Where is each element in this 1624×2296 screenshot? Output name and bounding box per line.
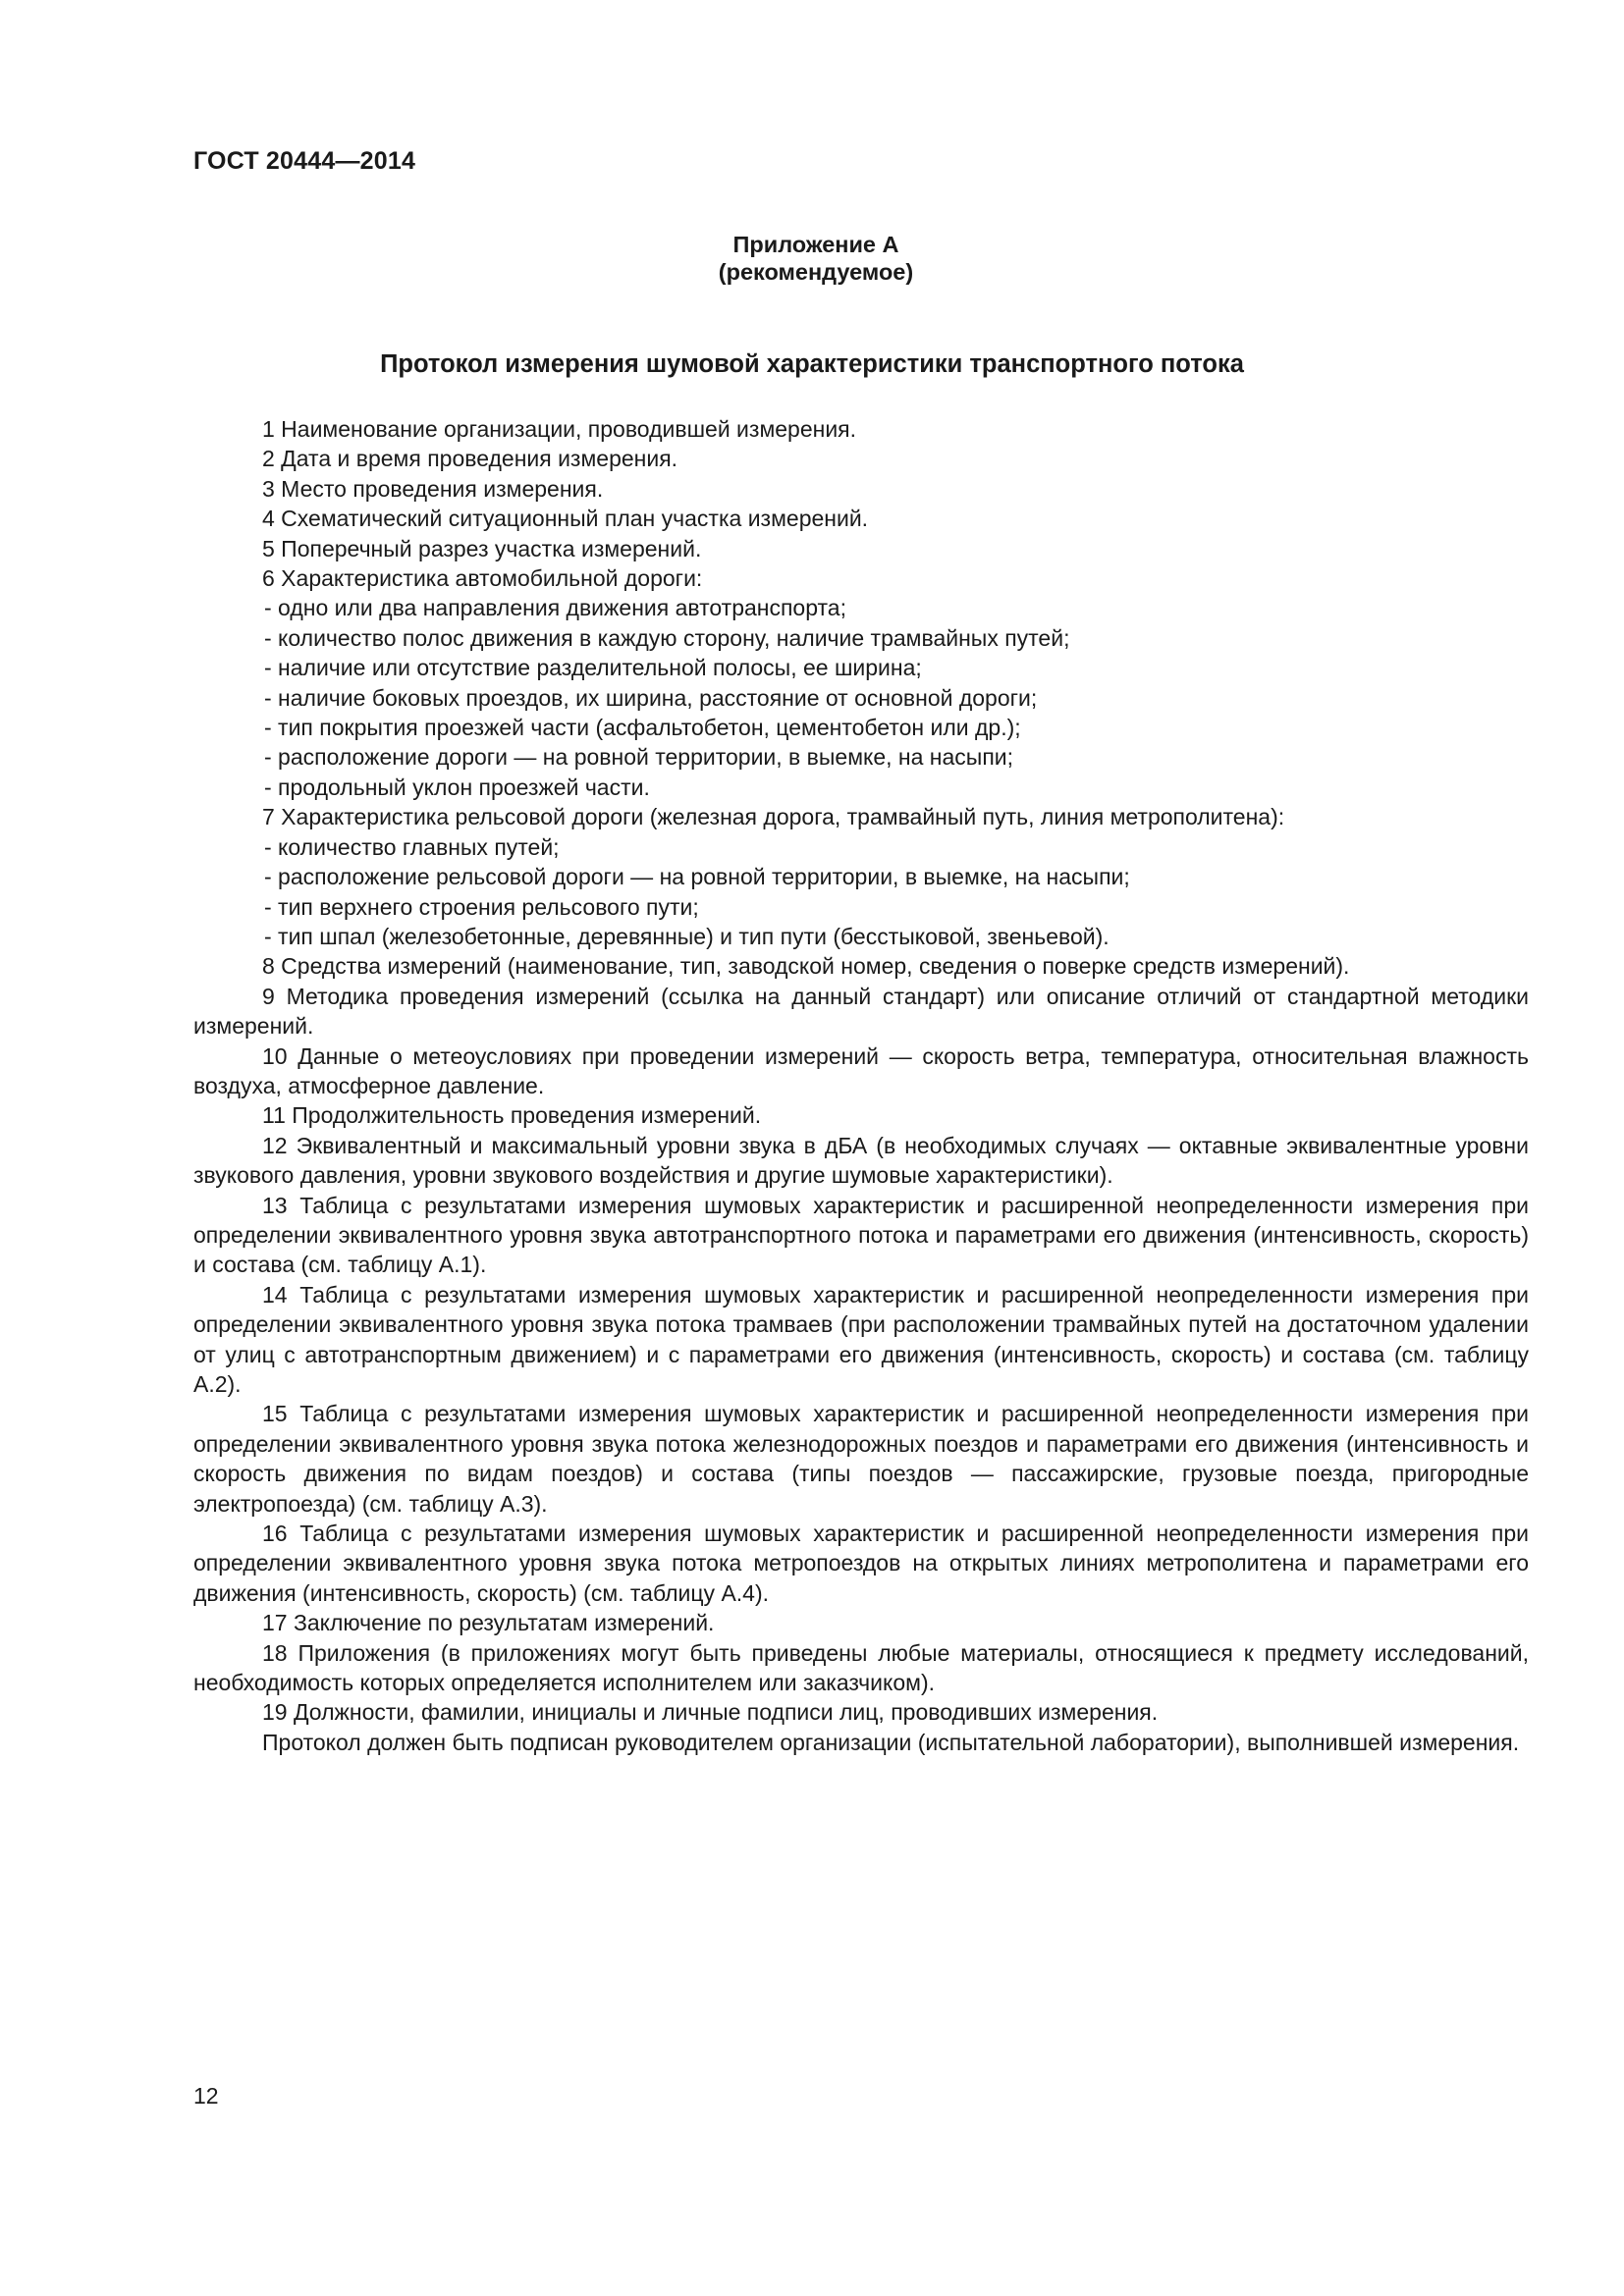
- item-7-bullet: - тип шпал (железобетонные, деревянные) и тип пути (бесстыковой, звеньевой).: [264, 923, 1110, 949]
- protocol-body: [193, 414, 1529, 1757]
- item-17: 17 Заключение по результатам измерений.: [262, 1610, 715, 1636]
- item-1: 1 Наименование организации, проводившей измерения.: [262, 416, 857, 442]
- item-8: 8 Средства измерений (наименование, тип, заводской номер, сведения о поверке средств измерений).: [262, 953, 1350, 980]
- item-7: 7 Характеристика рельсовой дороги (железная дорога, трамвайный путь, линия метрополитена):: [262, 804, 1285, 830]
- page-number: 12: [193, 2083, 219, 2109]
- protocol-title: Протокол измерения шумовой характеристики транспортного потока: [380, 350, 1244, 378]
- item-6-bullet: - наличие или отсутствие разделительной полосы, ее ширина;: [264, 655, 922, 681]
- item-7-bullet: - количество главных путей;: [264, 833, 560, 860]
- item-6-bullet: - тип покрытия проезжей части (асфальтобетон, цементобетон или др.);: [264, 715, 1021, 741]
- item-16: 16 Таблица с результатами измерения шумовых характеристик и расширенной неопределенности измерения при определении эквивалентного уровня звука потока метропоездов на открытых линиях метрополитена и параметрами его движения (интенсивность, скорость) (см. таблицу А.4).: [193, 1521, 1529, 1606]
- item-15: 15 Таблица с результатами измерения шумовых характеристик и расширенной неопределенности измерения при определении эквивалентного уровня звука потока железнодорожных поездов и параметрами его движения (интенсивность и скорость движения по видам поездов) и состава (типы поездов — пассажирские, грузовые поезда, пригородные электропоезда) (см. таблицу А.3).: [193, 1401, 1529, 1517]
- item-7-bullet: - тип верхнего строения рельсового пути;: [264, 893, 699, 920]
- appendix-subtitle: (рекомендуемое): [718, 259, 914, 285]
- item-6-bullet: - продольный уклон проезжей части.: [264, 774, 650, 800]
- appendix-title: Приложение А: [732, 232, 899, 257]
- item-13: 13 Таблица с результатами измерения шумовых характеристик и расширенной неопределенности измерения при определении эквивалентного уровня звука автотранспортного потока и параметрами его движения (интенсивность, скорость) и состава (см. таблицу А.1).: [193, 1192, 1529, 1278]
- item-2: 2 Дата и время проведения измерения.: [262, 446, 678, 472]
- item-4: 4 Схематический ситуационный план участка измерений.: [262, 506, 869, 532]
- item-10: 10 Данные о метеоусловиях при проведении измерений — скорость ветра, температура, относительная влажность воздуха, атмосферное давление.: [193, 1042, 1529, 1098]
- item-6-bullet: - количество полос движения в каждую сторону, наличие трамвайных путей;: [264, 624, 1070, 651]
- item-18: 18 Приложения (в приложениях могут быть приведены любые материалы, относящиеся к предмету исследований, необходимость которых определяется исполнителем или заказчиком).: [193, 1639, 1529, 1696]
- document-header: ГОСТ 20444—2014: [193, 147, 416, 175]
- closing-note: Протокол должен быть подписан руководителем организации (испытательной лаборатории), выполнившей измерения.: [262, 1729, 1520, 1755]
- item-6: 6 Характеристика автомобильной дороги:: [262, 565, 703, 592]
- item-3: 3 Место проведения измерения.: [262, 475, 604, 502]
- item-6-bullet: - расположение дороги — на ровной территории, в выемке, на насыпи;: [264, 744, 1014, 771]
- item-5: 5 Поперечный разрез участка измерений.: [262, 535, 702, 561]
- item-11: 11 Продолжительность проведения измерений.: [262, 1102, 762, 1129]
- item-7-bullet: - расположение рельсовой дороги — на ровной территории, в выемке, на насыпи;: [264, 864, 1130, 890]
- item-19: 19 Должности, фамилии, инициалы и личные подписи лиц, проводивших измерения.: [262, 1699, 1159, 1726]
- item-9: 9 Методика проведения измерений (ссылка на данный стандарт) или описание отличий от стандартной методики измерений.: [193, 983, 1529, 1040]
- item-6-bullet: - наличие боковых проездов, их ширина, расстояние от основной дороги;: [264, 684, 1038, 711]
- item-14: 14 Таблица с результатами измерения шумовых характеристик и расширенной неопределенности измерения при определении эквивалентного уровня звука потока трамваев (при расположении трамвайных путей на достаточном удалении от улиц с автотранспортным движением) и с параметрами его движения (интенсивность, скорость) и состава (см. таблицу А.2).: [193, 1281, 1529, 1397]
- item-12: 12 Эквивалентный и максимальный уровни звука в дБА (в необходимых случаях — октавные эквивалентные уровни звукового давления, уровни звукового воздействия и другие шумовые характеристики).: [193, 1132, 1529, 1189]
- item-6-bullet: - одно или два направления движения автотранспорта;: [264, 595, 846, 621]
